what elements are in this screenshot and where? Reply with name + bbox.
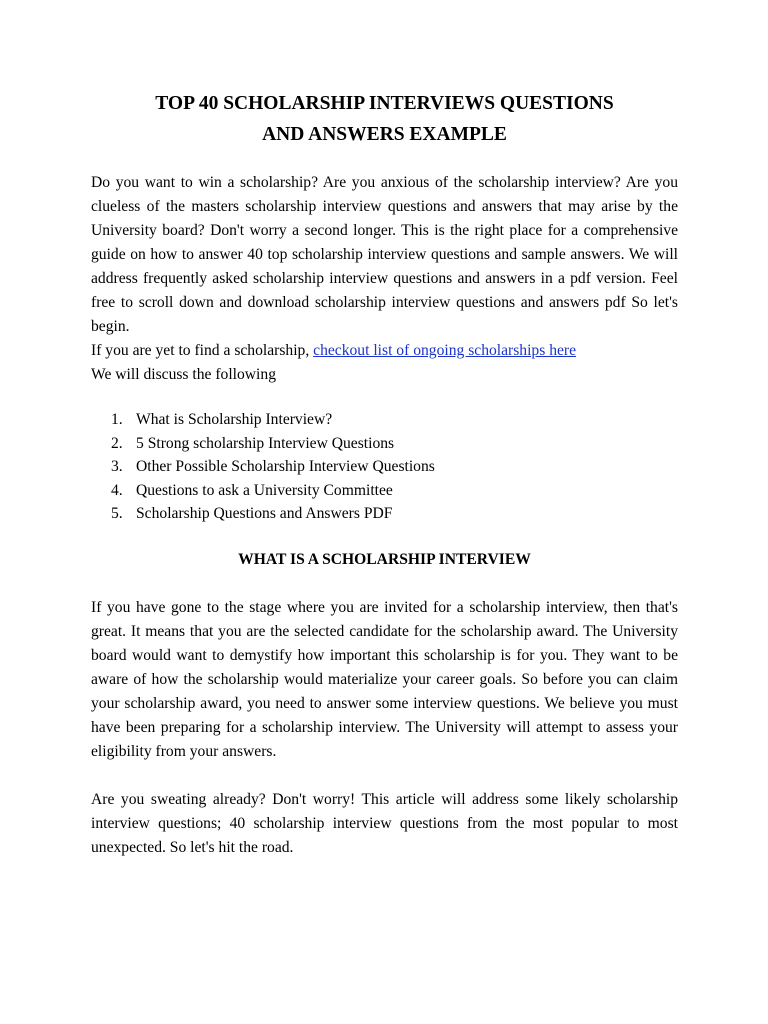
ongoing-scholarships-link[interactable]: checkout list of ongoing scholarships here bbox=[313, 342, 577, 359]
list-item-number: 4. bbox=[111, 481, 123, 499]
list-item-text: Scholarship Questions and Answers PDF bbox=[136, 505, 393, 522]
section-paragraph-1: If you have gone to the stage where you are invited for a scholarship interview, then that's great. It means that you are the selected candidate for the scholarship award. The University board would want to demystify how important this scholarship is for you. They want to be aware of how the scholarship would materialize your career goals. So before you can claim your scholarship award, you need to answer some interview questions. We believe you must have been preparing for a scholarship interview. The University will attempt to assess your eligibility from your answers. bbox=[91, 598, 678, 760]
list-item bbox=[91, 455, 678, 479]
intro-paragraph: Do you want to win a scholarship? Are you anxious of the scholarship interview? Are you clueless of the masters scholarship interview questions and answers that may arise by the University board? Don't worry a second longer. This is the right place for a comprehensive guide on how to answer 40 top scholarship interview questions and sample answers. We will address frequently asked scholarship interview questions and answers in a pdf version. Feel free to scroll down and download scholarship interview questions and answers pdf So let's begin. bbox=[91, 174, 678, 335]
table-of-contents bbox=[91, 408, 678, 526]
section-heading: WHAT IS A SCHOLARSHIP INTERVIEW bbox=[238, 550, 531, 568]
find-scholarship-line bbox=[91, 339, 678, 363]
paragraph-spacer bbox=[91, 764, 678, 788]
list-item-text: Questions to ask a University Committee bbox=[136, 481, 393, 499]
list-item-number: 2. bbox=[111, 434, 123, 452]
discuss-line: We will discuss the following bbox=[91, 366, 276, 383]
list-item-number: 1. bbox=[111, 411, 123, 428]
list-item-number: 5. bbox=[111, 505, 123, 522]
list-item bbox=[91, 408, 678, 432]
page-title bbox=[91, 88, 678, 150]
page-title-line-2: AND ANSWERS EXAMPLE bbox=[262, 124, 507, 145]
list-item bbox=[91, 432, 678, 456]
list-item bbox=[91, 479, 678, 503]
find-scholarship-prefix: If you are yet to find a scholarship, bbox=[91, 342, 314, 359]
document-page bbox=[91, 88, 678, 860]
list-item-text: Other Possible Scholarship Interview Questions bbox=[136, 458, 435, 475]
list-item bbox=[91, 502, 678, 526]
list-item-text: What is Scholarship Interview? bbox=[136, 411, 333, 428]
section-paragraph-2: Are you sweating already? Don't worry! This article will address some likely scholarship interview questions; 40 scholarship interview questions from the most popular to most unexpected. So let's hit the road. bbox=[91, 790, 678, 856]
list-item-text: 5 Strong scholarship Interview Questions bbox=[136, 434, 395, 452]
page-title-line-1: TOP 40 SCHOLARSHIP INTERVIEWS QUESTIONS bbox=[155, 93, 614, 114]
list-item-number: 3. bbox=[111, 458, 123, 475]
